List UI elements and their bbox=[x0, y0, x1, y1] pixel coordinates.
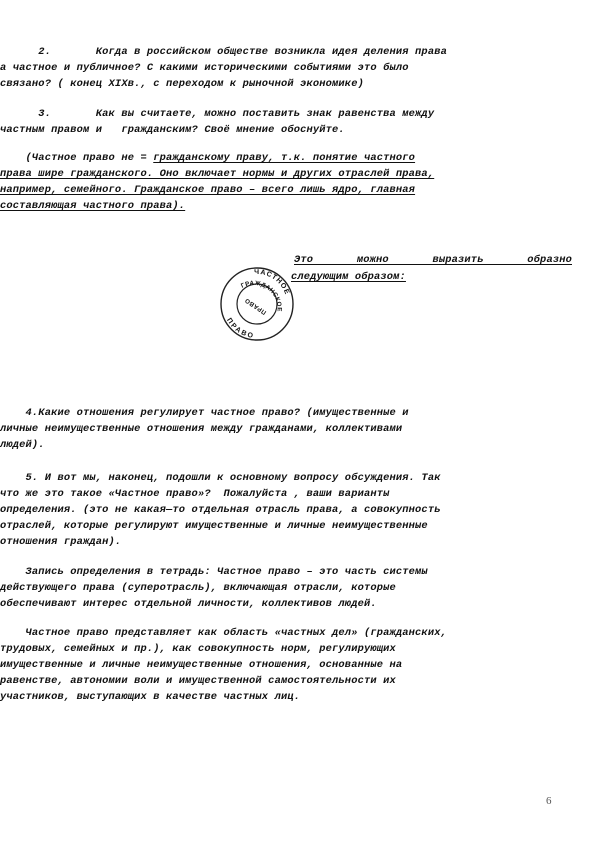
stamp-outer-bottom-text bbox=[223, 316, 257, 342]
final-paragraph bbox=[0, 625, 578, 705]
answer-line-2: права шире гражданского. Оно включает нормы и других отраслей права, bbox=[0, 168, 435, 180]
final-line-5: участников, выступающих в качестве частных лиц. bbox=[0, 691, 301, 703]
stamp-outer-bottom-label: ПРАВО bbox=[225, 317, 255, 340]
private-law-stamp bbox=[219, 266, 295, 342]
question-5 bbox=[0, 470, 578, 550]
question-5-line-1: 5. И вот мы, наконец, подошли к основному вопросу обсуждения. Так bbox=[0, 472, 441, 484]
question-3-line-1: 3. Как вы считаете, можно поставить знак равенства между bbox=[0, 108, 435, 120]
definition-line-1: Запись определения в тетрадь: Частное право – это часть системы bbox=[0, 566, 428, 578]
question-5-line-4: отраслей, которые регулируют имущественные и личные неимущественные bbox=[0, 520, 428, 532]
stamp-outer-top-label: ЧАСТНОЕ bbox=[254, 268, 291, 297]
answer-line-1 bbox=[0, 150, 578, 166]
answer-line-3: например, семейного. Гражданское право – всего лишь ядро, главная bbox=[0, 184, 416, 196]
definition-line-3: обеспечивают интерес отдельной личности, коллективов людей. bbox=[0, 598, 377, 610]
stamp-inner-label: ГРАЖДАНСКОЕ bbox=[240, 279, 283, 312]
question-2-line-3: связано? ( конец XIXв., с переходом к рыночной экономике) bbox=[0, 78, 364, 90]
question-2 bbox=[0, 44, 578, 92]
page-number: 6 bbox=[546, 795, 552, 807]
question-3-answer bbox=[0, 150, 578, 214]
figure-intro-line-1: Это можно выразить образно bbox=[294, 254, 572, 266]
final-line-3: имущественные и личные неимущественные отношения, основанные на bbox=[0, 659, 403, 671]
question-4-line-1: 4.Какие отношения регулирует частное право? (имущественные и bbox=[0, 407, 409, 419]
stamp-inner-bottom-text: ПРАВО bbox=[243, 296, 268, 316]
definition-line-2: действующего права (суперотрасль), включающая отрасли, которые bbox=[0, 582, 396, 594]
question-2-line-1: 2. Когда в российском обществе возникла идея деления права bbox=[0, 46, 447, 58]
question-5-line-2: что же это такое «Частное право»? Пожалуйста , ваши варианты bbox=[0, 488, 390, 500]
definition-paragraph bbox=[0, 564, 578, 612]
answer-line-4: составляющая частного права). bbox=[0, 200, 186, 212]
question-3 bbox=[0, 106, 578, 138]
answer-line-1-prefix: (Частное право не = bbox=[0, 152, 154, 164]
question-5-line-5: отношения граждан). bbox=[0, 536, 122, 548]
figure-intro-line-2: следующим образом: bbox=[291, 271, 406, 283]
question-4-line-3: людей). bbox=[0, 439, 45, 451]
question-4 bbox=[0, 405, 578, 453]
figure-intro-2 bbox=[291, 269, 491, 285]
question-4-line-2: личные неимущественные отношения между гражданами, коллективами bbox=[0, 423, 403, 435]
answer-line-1-underlined: гражданскому праву, т.к. понятие частного bbox=[153, 152, 416, 164]
question-3-line-2: частным правом и гражданским? Своё мнение обоснуйте. bbox=[0, 124, 345, 136]
final-line-1: Частное право представляет как область «частных дел» (гражданских, bbox=[0, 627, 447, 639]
final-line-2: трудовых, семейных и пр.), как совокупность норм, регулирующих bbox=[0, 643, 396, 655]
question-2-line-2: а частное и публичное? С какими историческими событиями это было bbox=[0, 62, 409, 74]
figure-intro bbox=[294, 252, 572, 268]
question-5-line-3: определения. (это не какая—то отдельная отрасль права, а совокупность bbox=[0, 504, 441, 516]
final-line-4: равенстве, автономии воли и имущественной самостоятельности их bbox=[0, 675, 396, 687]
